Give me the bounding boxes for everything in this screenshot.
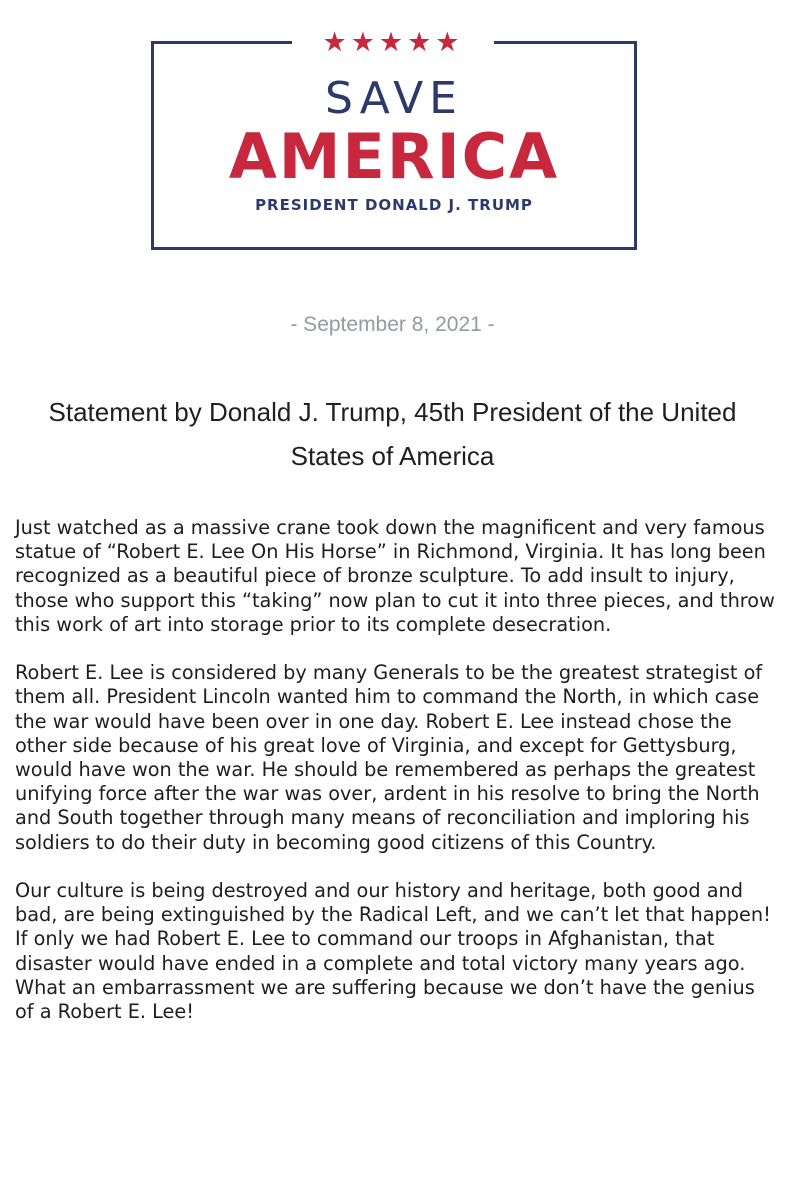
statement-date: - September 8, 2021 - [290,313,495,336]
statement-paragraph-1: Just watched as a massive crane took down the magnificent and very famous statue of “Robert E. Lee On His Horse” in Richmond, Virginia. It has long been recognized as a beautiful piece of bronze sculpture. To add insult to injury, those who support this “taking” now plan to cut it into three pieces, and throw this work of art into storage prior to its complete desecration. [15,516,775,636]
statement-paragraph-3: Our culture is being destroyed and our history and heritage, both good and bad, are being extinguished by the Radical Left, and we can’t let that happen! If only we had Robert E. Lee to command our troops in Afghanistan, that disaster would have ended in a complete and total victory many years ago. What an embarrassment we are suffering because we don’t have the genius of a Robert E. Lee! [15,879,771,1024]
logo-stars: ★★★★★ [292,28,494,58]
logo-save-text: SAVE [325,73,463,124]
logo-tagline: PRESIDENT DONALD J. TRUMP [255,196,533,214]
statement-body [15,516,777,1048]
statement-paragraph-2: Robert E. Lee is considered by many Generals to be the greatest strategist of them all. President Lincoln wanted him to command the North, in which case the war would have been over in one day. Robert E. Lee instead chose the other side because of his great love of Virginia, and except for Gettysburg, would have won the war. He should be remembered as perhaps the greatest unifying force after the war was over, ardent in his resolve to bring the North and South together through many means of reconciliation and imploring his soldiers to do their duty in becoming good citizens of this Country. [15,661,763,854]
statement-title: Statement by Donald J. Trump, 45th President of the United States of America [48,397,737,471]
logo-america-text: AMERICA [228,120,560,193]
